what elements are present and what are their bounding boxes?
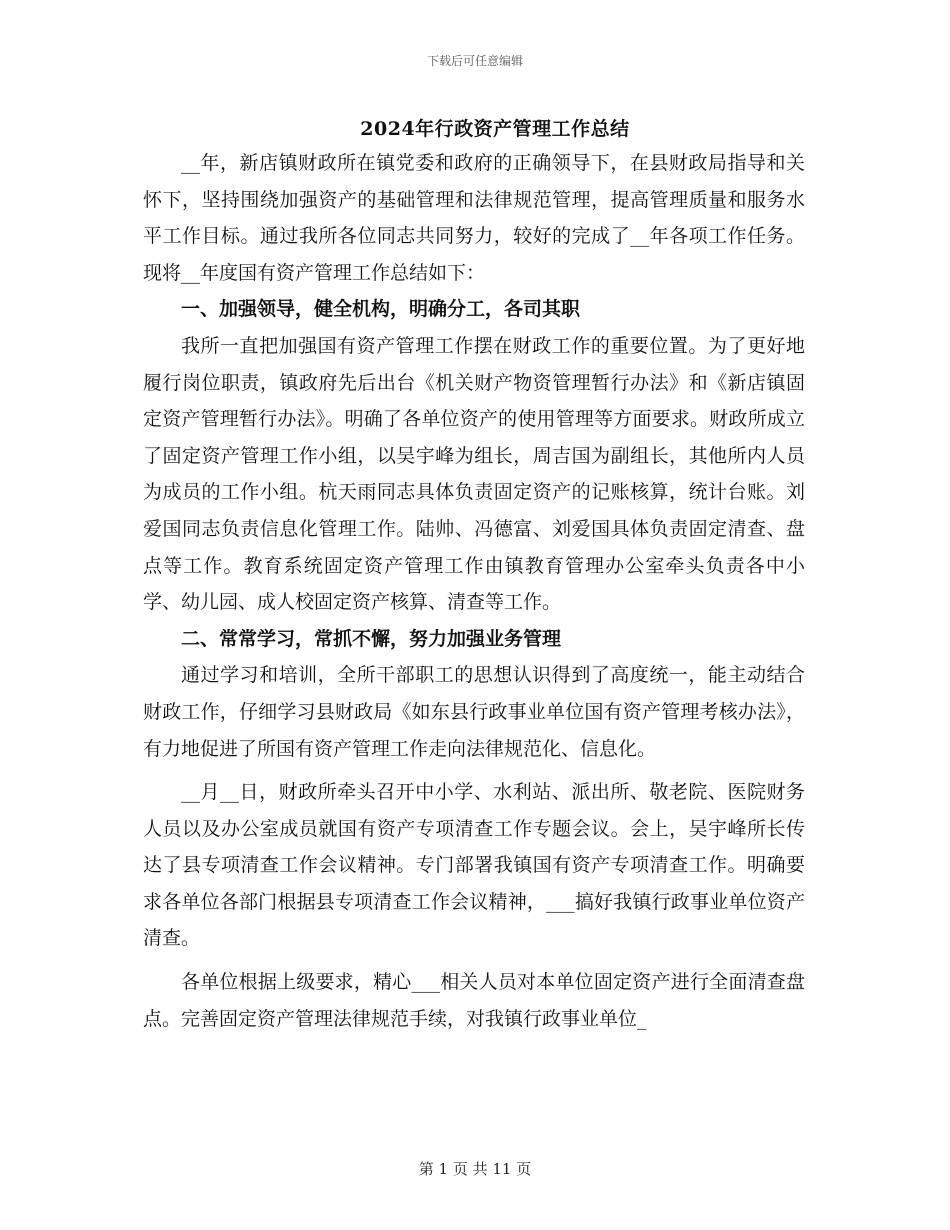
page-header: 下载后可任意编辑 <box>426 54 523 68</box>
intro-paragraph: __年，新店镇财政所在镇党委和政府的正确领导下，在县财政局指导和关怀下，坚持围绕加强资产的基础管理和法律规范管理，提高管理质量和服务水平工作目标。通过我所各位同志共同努力，较好的完成了__年各项工作任务。现将__年度国有资产管理工作总结如下： <box>143 152 805 284</box>
section-heading-1: 一、加强领导，健全机构，明确分工，各司其职 <box>181 298 581 321</box>
section-1-paragraph: 我所一直把加强国有资产管理工作摆在财政工作的重要位置。为了更好地履行岗位职责，镇政府先后出台《机关财产物资管理暂行办法》和《新店镇固定资产管理暂行办法》。明确了各单位资产的使用管理等方面要求。财政所成立了固定资产管理工作小组，以吴宇峰为组长，周吉国为副组长，其他所内人员为成员的工作小组。杭天雨同志具体负责固定资产的记账核算，统计台账。刘爱国同志负责信息化管理工作。陆帅、冯德富、刘爱国具体负责固定清查、盘点等工作。教育系统固定资产管理工作由镇教育管理办公室牵头负责各中小学、幼儿园、成人校固定资产核算、清查等工作。 <box>143 334 805 614</box>
section-2-paragraph-2: __月__日，财政所牵头召开中小学、水利站、派出所、敬老院、医院财务人员以及办公室成员就国有资产专项清查工作专题会议。会上，吴宇峰所长传达了县专项清查工作会议精神。专门部署我镇国有资产专项清查工作。明确要求各单位各部门根据县专项清查工作会议精神，___搞好我镇行政事业单位资产清查。 <box>143 781 805 950</box>
document-body <box>143 145 805 1037</box>
section-heading-2: 二、常常学习，常抓不懈，努力加强业务管理 <box>181 627 562 650</box>
section-2-paragraph-1: 通过学习和培训，全所干部职工的思想认识得到了高度统一，能主动结合财政工作，仔细学习县财政局《如东县行政事业单位国有资产管理考核办法》，有力地促进了所国有资产管理工作走向法律规范化、信息化。 <box>143 664 805 760</box>
document-title: 2024年行政资产管理工作总结 <box>360 118 630 140</box>
page-number: 第 1 页 共 11 页 <box>418 1160 532 1178</box>
section-2-paragraph-3: 各单位根据上级要求，精心___相关人员对本单位固定资产进行全面清查盘点。完善固定资产管理法律规范手续，对我镇行政事业单位_ <box>143 971 805 1030</box>
